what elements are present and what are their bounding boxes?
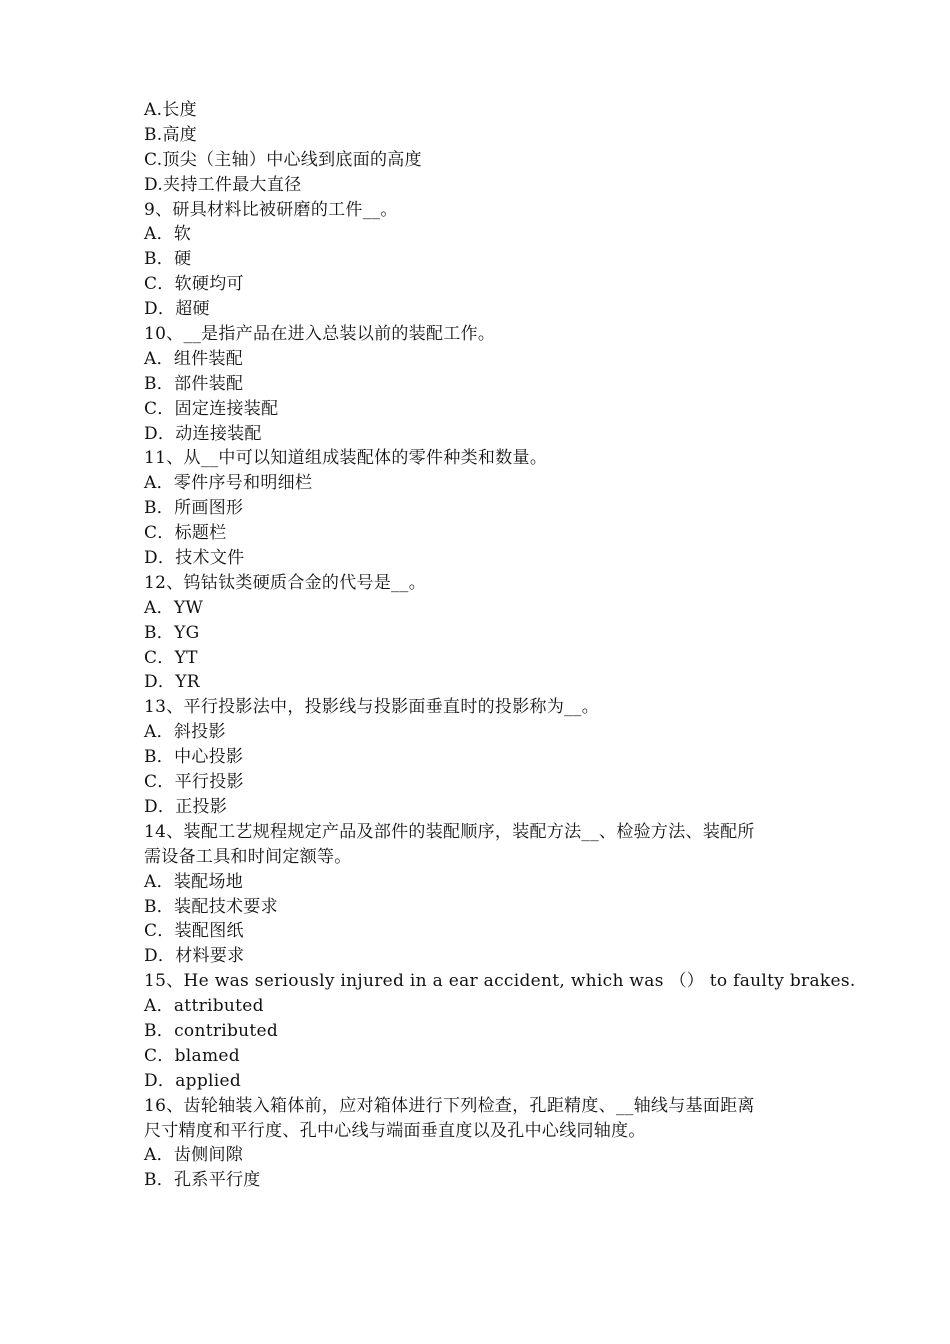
- option-line: C．平行投影: [144, 772, 244, 793]
- option-line: A．组件装配: [144, 348, 244, 369]
- option-line: B．YG: [144, 622, 200, 643]
- option-line: B．孔系平行度: [144, 1170, 261, 1191]
- option-line: B．中心投影: [144, 747, 244, 768]
- option-line: D．技术文件: [144, 548, 245, 569]
- option-line: A．YW: [144, 597, 204, 618]
- option-line: A．软: [144, 224, 192, 245]
- option-line: C．YT: [144, 647, 198, 668]
- option-line: B．contributed: [144, 1020, 279, 1041]
- option-line: A.长度: [144, 100, 197, 120]
- option-line: D．材料要求: [144, 946, 245, 967]
- option-line: A．装配场地: [144, 871, 244, 892]
- question-14: 14、装配工艺规程规定产品及部件的装配顺序，装配方法__、检验方法、装配所: [144, 821, 755, 842]
- document-page: [144, 98, 856, 1193]
- option-line: B．部件装配: [144, 373, 244, 394]
- question-11: 11、从__中可以知道组成装配体的零件种类和数量。: [144, 448, 548, 469]
- question-10: 10、__是指产品在进入总装以前的装配工作。: [144, 324, 496, 345]
- option-line: D．applied: [144, 1070, 242, 1091]
- option-line: C．装配图纸: [144, 921, 244, 942]
- question-16: 16、齿轮轴装入箱体前，应对箱体进行下列检查，孔距精度、__轴线与基面距离: [144, 1095, 755, 1116]
- option-line: C．blamed: [144, 1045, 240, 1066]
- option-line: A．斜投影: [144, 722, 226, 743]
- option-line: C.顶尖（主轴）中心线到底面的高度: [144, 149, 422, 170]
- option-line: C．软硬均可: [144, 274, 244, 295]
- option-line: D.夹持工件最大直径: [144, 174, 302, 195]
- option-line: D．动连接装配: [144, 423, 262, 444]
- question-9: 9、研具材料比被研磨的工件__。: [144, 199, 398, 220]
- question-13: 13、平行投影法中，投影线与投影面垂直时的投影称为__。: [144, 697, 600, 718]
- option-line: B．装配技术要求: [144, 896, 278, 917]
- option-line: A．齿侧间隙: [144, 1145, 244, 1166]
- option-line: D．超硬: [144, 299, 210, 320]
- option-line: B．硬: [144, 249, 192, 270]
- question-16-continued: 尺寸精度和平行度、孔中心线与端面垂直度以及孔中心线同轴度。: [144, 1120, 646, 1141]
- option-line: A．attributed: [144, 996, 264, 1017]
- option-line: D．正投影: [144, 796, 228, 817]
- option-line: C．固定连接装配: [144, 398, 279, 419]
- option-line: C．标题栏: [144, 523, 227, 544]
- option-line: A．零件序号和明细栏: [144, 473, 313, 494]
- question-12: 12、钨钴钛类硬质合金的代号是__。: [144, 572, 427, 593]
- option-line: D．YR: [144, 672, 200, 693]
- question-15: 15、He was seriously injured in a ear accident, which was （） to faulty brakes.: [144, 971, 856, 992]
- question-14-continued: 需设备工具和时间定额等。: [144, 846, 352, 867]
- option-line: B．所画图形: [144, 498, 244, 519]
- option-line: B.高度: [144, 124, 198, 145]
